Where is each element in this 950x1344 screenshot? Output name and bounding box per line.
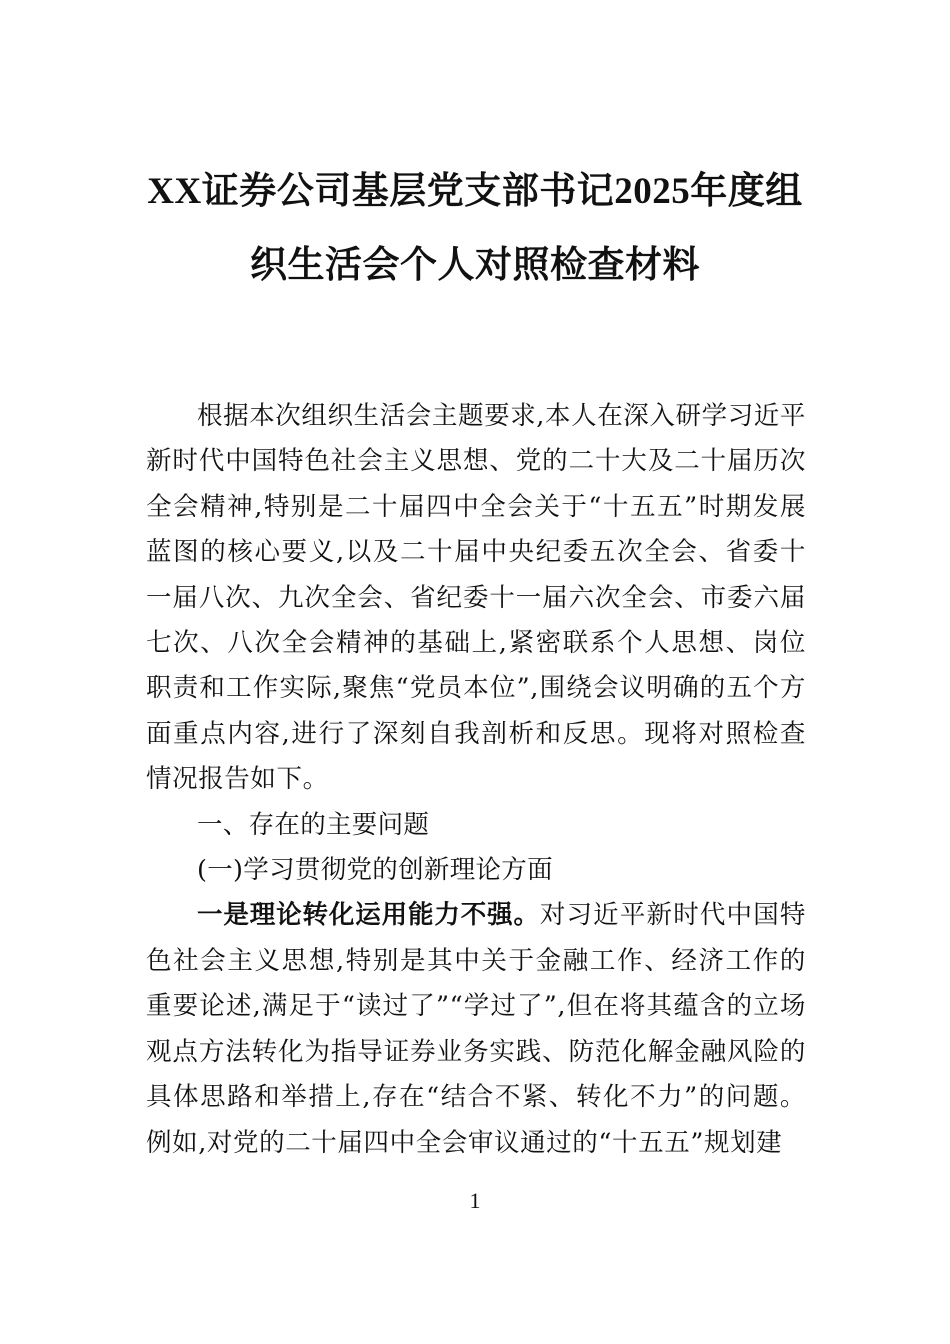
point-lead: 一是理论转化运用能力不强。	[197, 900, 540, 931]
page-number: 1	[469, 1188, 481, 1213]
title-line-2: 织生活会个人对照检查材料	[250, 245, 700, 286]
document-title	[120, 155, 830, 303]
document-body	[146, 394, 806, 1166]
title-line-1: XX证券公司基层党支部书记2025年度组	[147, 171, 803, 212]
intro-paragraph: 根据本次组织生活会主题要求,本人在深入研学习近平新时代中国特色社会主义思想、党的二十大及二十届历次全会精神,特别是二十届四中全会关于“十五五”时期发展蓝图的核心要义,以及二十届中央纪委五次全会、省委十一届八次、九次全会、省纪委十一届六次全会、市委六届七次、八次全会精神的基础上,紧密联系个人思想、岗位职责和工作实际,聚焦“党员本位”,围绕会议明确的五个方面重点内容,进行了深刻自我剖析和反思。现将对照检查情况报告如下。	[146, 401, 807, 795]
section-heading: 一、存在的主要问题	[197, 809, 430, 840]
point-paragraph	[146, 893, 806, 1165]
subsection-heading: (一)学习贯彻党的创新理论方面	[197, 855, 553, 886]
point-body: 对习近平新时代中国特色社会主义思想,特别是其中关于金融工作、经济工作的重要论述,满足于“读过了”“学过了”,但在将其蕴含的立场观点方法转化为指导证券业务实践、防范化解金融风险的具体思路和举措上,存在“结合不紧、转化不力”的问题。例如,对党的二十届四中全会审议通过的“十五五”规划建	[146, 900, 806, 1158]
